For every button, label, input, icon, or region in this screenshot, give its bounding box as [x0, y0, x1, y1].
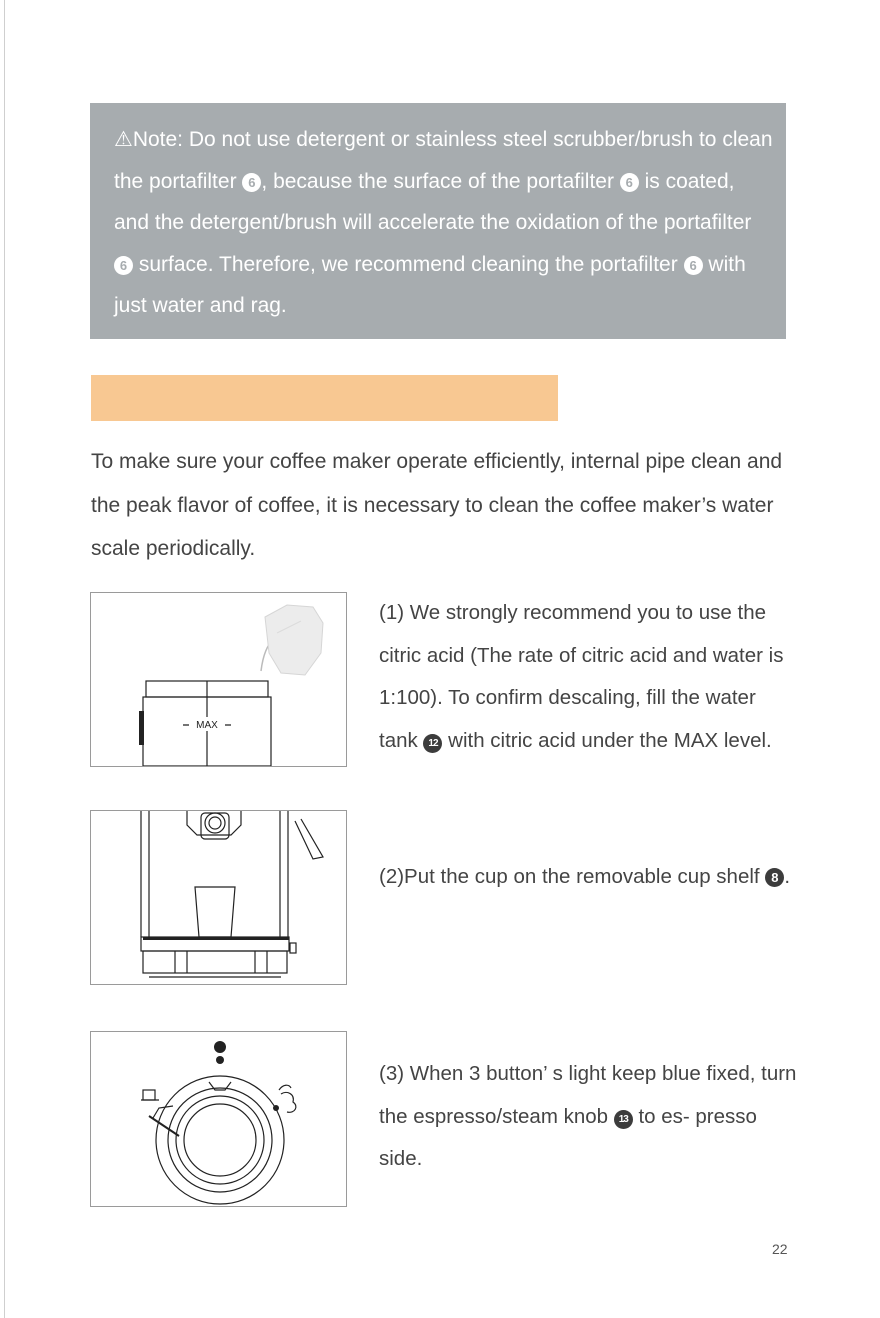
page-edge-line — [4, 0, 5, 1318]
step-1-text: (1) We strongly recommend you to use the citric acid (The rate of citric acid and water is 1:100). To confirm descaling, fill the water tank 12 with citric acid under the MAX level. — [379, 601, 784, 752]
figure-cup-on-shelf — [90, 810, 347, 985]
note-text: ⚠Note: Do not use detergent or stainless steel scrubber/brush to clean the portafilter 6 , because the surface of the portafilter 6 is coated, and the detergent/brush will accelerate the oxidation of the portafilter 6 surface. Therefore, we recommend cleaning the portafilter 6 with just water and rag. — [114, 128, 773, 317]
portafilter-ref-badge: 6 — [114, 256, 133, 275]
note-box — [90, 103, 786, 339]
step-2-text: (2)Put the cup on the removable cup shelf 8 . — [379, 865, 791, 888]
knob-illustration — [91, 1032, 346, 1206]
portafilter-ref-badge: 6 — [242, 173, 261, 192]
water-tank-ref-badge: 12 — [423, 734, 442, 753]
water-tank-illustration — [91, 593, 346, 766]
portafilter-ref-badge: 6 — [684, 256, 703, 275]
warning-icon: ⚠ — [114, 128, 133, 151]
page-number: 22 — [772, 1241, 788, 1257]
figure-espresso-steam-knob — [90, 1031, 347, 1207]
intro-paragraph: To make sure your coffee maker operate efficiently, internal pipe clean and the peak flavor of coffee, it is necessary to clean the coffee maker’s water scale periodically. — [91, 450, 783, 560]
section-heading-bar — [91, 375, 558, 421]
portafilter-ref-badge: 6 — [620, 173, 639, 192]
max-level-label: MAX — [196, 720, 218, 731]
step-3-text: (3) When 3 button’ s light keep blue fixed, turn the espresso/steam knob 13 to es- presso side. — [379, 1062, 797, 1170]
cup-shelf-ref-badge: 8 — [765, 868, 784, 887]
figure-fill-water-tank — [90, 592, 347, 767]
knob-ref-badge: 13 — [614, 1110, 633, 1129]
coffee-maker-cup-illustration — [91, 811, 346, 984]
